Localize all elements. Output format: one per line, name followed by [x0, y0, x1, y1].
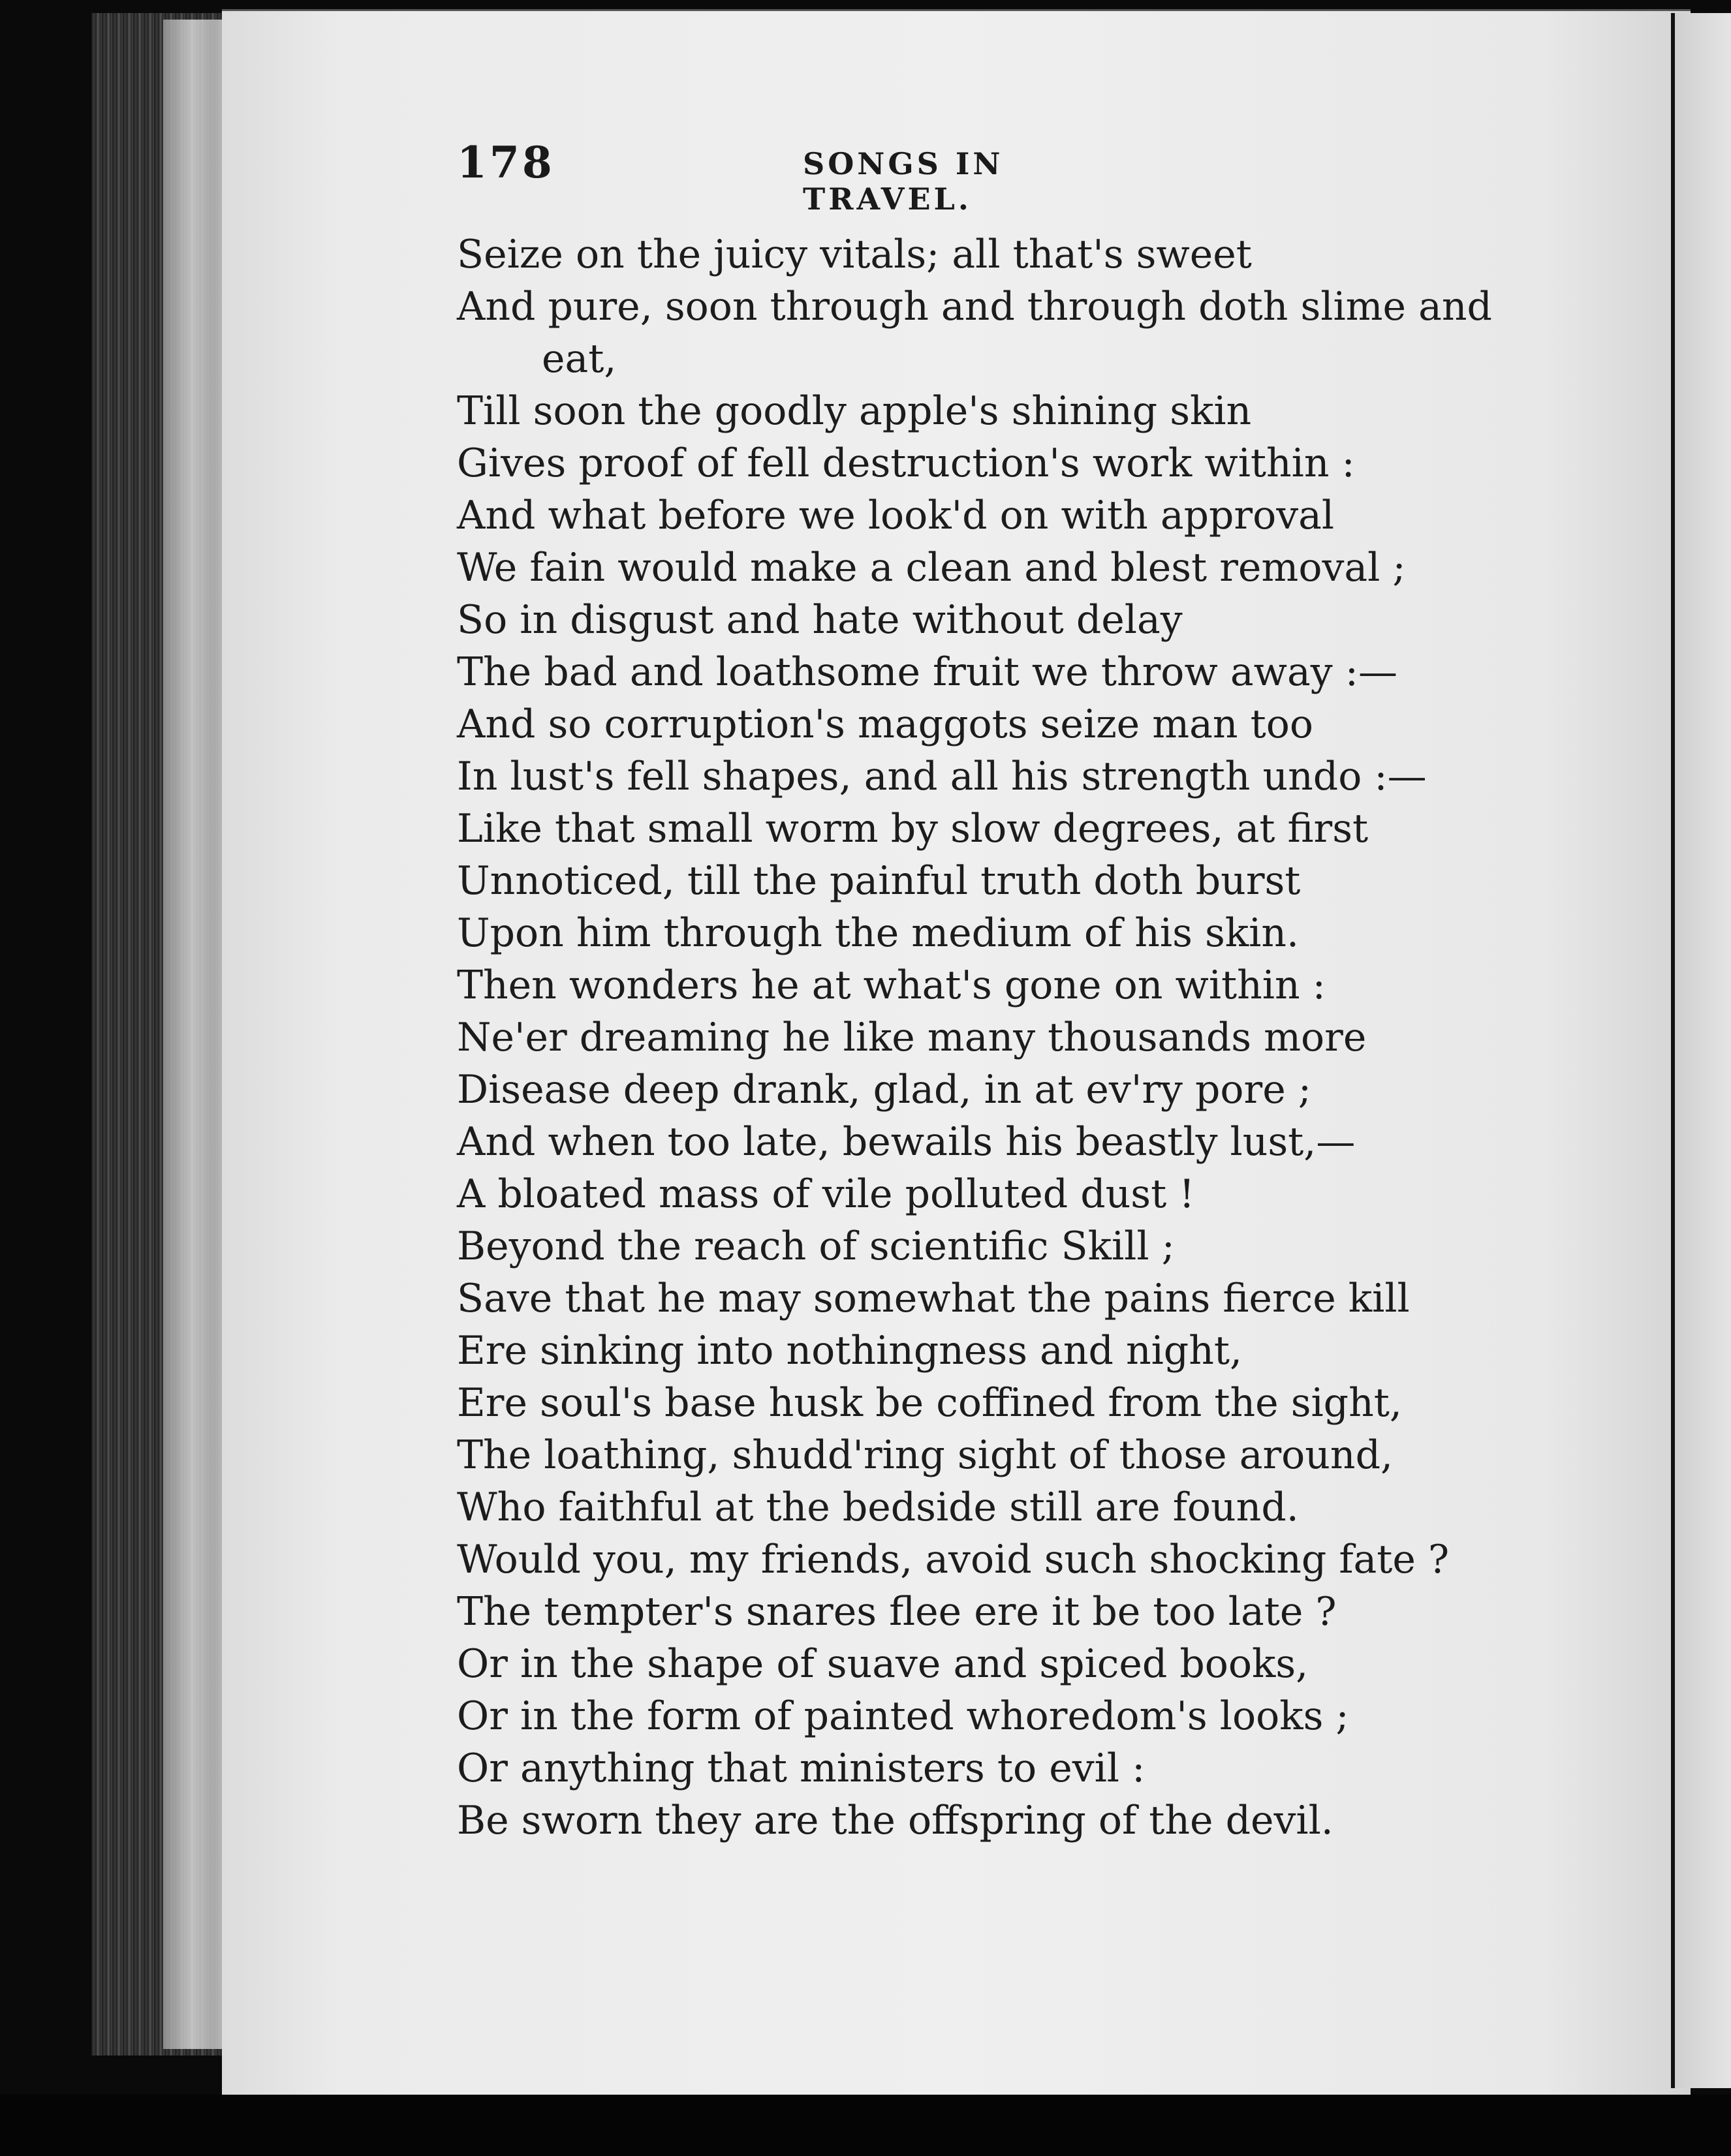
poem-line: Save that he may somewhat the pains fierce kill: [457, 1276, 1410, 1321]
poem-line: And when too late, bewails his beastly lust,—: [457, 1119, 1356, 1165]
poem-line: Or anything that ministers to evil :: [457, 1746, 1146, 1791]
poem-line: So in disgust and hate without delay: [457, 597, 1183, 643]
facing-page-edge: [1675, 13, 1731, 2088]
poem-line: Then wonders he at what's gone on within :: [457, 962, 1326, 1008]
page-number: 178: [457, 137, 555, 188]
poem-line: Till soon the goodly apple's shining skin: [457, 388, 1252, 434]
poem-line: Like that small worm by slow degrees, at first: [457, 806, 1369, 852]
poem-line: Unnoticed, till the painful truth doth burst: [457, 858, 1301, 904]
poem-line: Or in the shape of suave and spiced books,: [457, 1641, 1309, 1687]
poem-line: The loathing, shudd'ring sight of those around,: [457, 1432, 1394, 1478]
poem-line: We fain would make a clean and blest removal ;: [457, 545, 1406, 591]
poem-line: And so corruption's maggots seize man too: [457, 701, 1314, 747]
poem-line: Ere soul's base husk be coffined from the sight,: [457, 1380, 1402, 1426]
poem-line: Beyond the reach of scientific Skill ;: [457, 1224, 1175, 1269]
poem-text: [457, 228, 1606, 1847]
poem-line: Be sworn they are the offspring of the devil.: [457, 1798, 1333, 1843]
poem-line: The tempter's snares flee ere it be too late ?: [457, 1589, 1337, 1635]
poem-line: Upon him through the medium of his skin.: [457, 910, 1300, 956]
poem-line: In lust's fell shapes, and all his strength undo :—: [457, 754, 1427, 799]
poem-line: A bloated mass of vile polluted dust !: [457, 1171, 1195, 1217]
poem-line: Gives proof of fell destruction's work within :: [457, 440, 1355, 486]
poem-line: Ne'er dreaming he like many thousands more: [457, 1015, 1367, 1060]
running-head: SONGS IN TRAVEL.: [803, 146, 1004, 217]
poem-line: Ere sinking into nothingness and night,: [457, 1328, 1243, 1374]
poem-line: And what before we look'd on with approval: [457, 493, 1335, 538]
poem-line: Who faithful at the bedside still are found.: [457, 1485, 1299, 1530]
poem-line-continuation: eat,: [542, 336, 617, 382]
scan-border: [0, 2095, 1731, 2156]
poem-line: Disease deep drank, glad, in at ev'ry pore ;: [457, 1067, 1311, 1113]
poem-line: Would you, my friends, avoid such shocking fate ?: [457, 1537, 1450, 1582]
poem-line: And pure, soon through and through doth slime and: [457, 284, 1492, 330]
poem-line: Or in the form of painted whoredom's looks ;: [457, 1693, 1349, 1739]
poem-line: Seize on the juicy vitals; all that's sweet: [457, 232, 1252, 277]
page-header: [457, 137, 1181, 217]
poem-line: The bad and loathsome fruit we throw away :—: [457, 649, 1397, 695]
